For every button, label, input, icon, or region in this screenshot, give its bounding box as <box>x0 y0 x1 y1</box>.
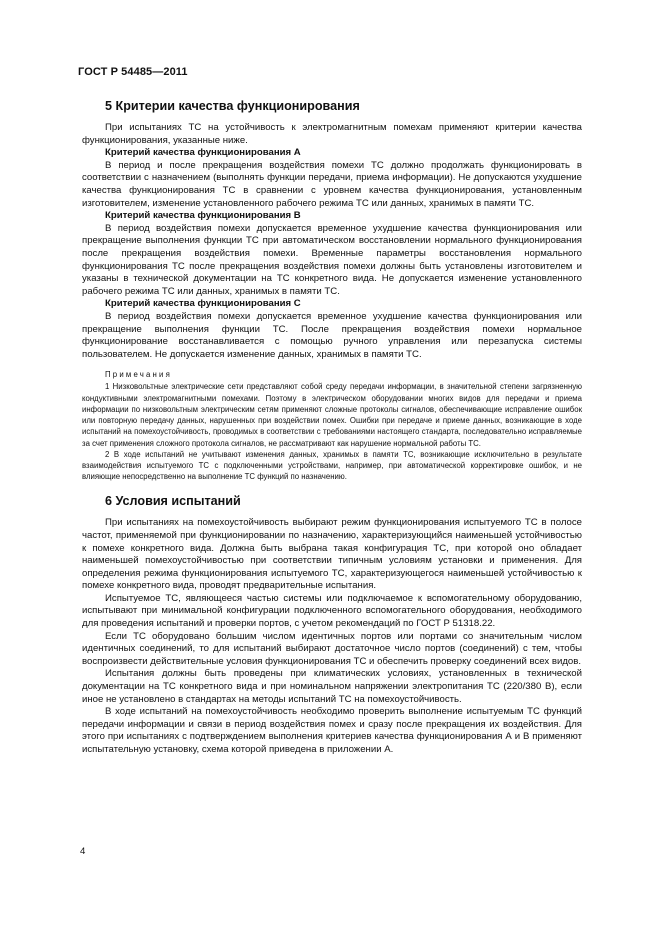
section-6-paragraph-5: В ходе испытаний на помехоустойчивость необходимо проверить выполнение испытуемым ТС функций передачи информации и связи в период воздействия помех и сразу после прекращения их воздействия. Для этого при испытаниях с подтверждением выполнения критериев качества функционирования А и В применяют испытательную установку, схема которой приведена в приложении А. <box>82 706 582 755</box>
section-5-intro: При испытаниях ТС на устойчивость к электромагнитным помехам применяют критерии качества функционирования, указанные ниже. <box>82 122 582 146</box>
criterion-b-title: Критерий качества функционирования В <box>105 210 301 222</box>
section-6-paragraph-3: Если ТС оборудовано большим числом идентичных портов или портами со значительным числом идентичных соединений, то для испытаний выбирают достаточное число портов (соединений) с тем, чтобы воспроизвести действительные условия функционирования ТС и обеспечить проверку соединений всех видов. <box>82 630 582 667</box>
page-content <box>82 95 582 757</box>
note-1: 1 Низковольтные электрические сети представляют собой среду передачи информации, в значительной степени загрязненную кондуктивными электромагнитными помехами. Поэтому в электрическом оборудовании многих видов для передачи и приема информации по низковольтным электрическим сетям применяют сложные протоколы сигналов, обеспечивающие исправление ошибок или повторную передачу данных, нарушенных при воздействии помех. Ошибки при передаче и приеме данных, возникающие в ходе испытаний на помехоустойчивость, проводимых в соответствии с требованиями настоящего стандарта, последовательно исправляемые за счет применения сложного протокола сигналов, не рассматривают как нарушение нормальной работы ТС. <box>82 382 582 448</box>
document-header: ГОСТ Р 54485—2011 <box>78 66 188 78</box>
criterion-c-title: Критерий качества функционирования С <box>105 298 301 310</box>
note-2: 2 В ходе испытаний не учитывают изменения данных, хранимых в памяти ТС, возникающие исключительно в результате взаимодействия испытуемого ТС с подключенными устройствами, например, при автоматической корректировке ошибок, и не влияющие непосредственно на выполнение ТС функций по назначению. <box>82 449 582 482</box>
notes-heading: Примечания <box>105 370 173 380</box>
criterion-c-text: В период воздействия помехи допускается временное ухудшение качества функционирования или прекращение выполнения функции ТС. После прекращения воздействия помехи нормальное функционирование восстанавливается с помощью ручного управления или перезапуска системы пользователем. Не допускается изменение данных, хранимых в памяти ТС. <box>82 310 582 360</box>
page-number: 4 <box>80 846 86 857</box>
section-6-paragraph-2: Испытуемое ТС, являющееся частью системы или подключаемое к вспомогательному оборудованию, испытывают при минимальной конфигурации подключенного вспомогательного оборудования, необходимого для проведения испытаний и проверки портов, с учетом рекомендаций по ГОСТ Р 51318.22. <box>82 592 582 630</box>
notes-block <box>82 369 582 482</box>
section-6-paragraph-1: При испытаниях на помехоустойчивость выбирают режим функционирования испытуемого ТС в полосе частот, применяемой при функционировании по назначению, характеризующийся наименьшей устойчивостью к помехе конкретного вида. Должна быть выбрана такая конфигурация ТС, при которой оно обладает наименьшей помехоустойчивостью при соответствии типичным условиям установки и применения. Для определения режима функционирования испытуемого ТС, характеризующегося наименьшей устойчивостью к помехе конкретного вида, проводят предварительные испытания. <box>82 517 582 592</box>
criterion-a-text: В период и после прекращения воздействия помехи ТС должно продолжать функционировать в соответствии с назначением (выполнять функции передачи, приема информации). Не допускаются ухудшение качества функционирования ТС в сравнении с уровнем качества функционирования, установленным изготовителем, изменение установленного рабочего режима ТС или данных, хранимых в памяти ТС. <box>82 159 582 209</box>
criterion-b-text: В период воздействия помехи допускается временное ухудшение качества функционирования или прекращение выполнения функции ТС при автоматическом восстановлении нормального функционирования после прекращения воздействия помехи. Временные параметры восстановления нормального функционирования ТС после прекращения воздействия помехи должны быть установлены изготовителем и указаны в технической документации на ТС конкретного вида. Не допускается изменение установленного рабочего режима ТС или данных, хранимых в памяти ТС. <box>82 222 582 297</box>
section-5-title: 5 Критерии качества функционирования <box>105 99 360 113</box>
section-6-title: 6 Условия испытаний <box>105 494 241 509</box>
criterion-a-title: Критерий качества функционирования А <box>105 147 301 159</box>
section-6-paragraph-4: Испытания должны быть проведены при климатических условиях, установленных в технической документации на ТС конкретного вида и при номинальном напряжении электропитания ТС (220/380 В), если иное не установлено в стандартах на методы испытаний ТС на помехоустойчивость. <box>82 668 582 705</box>
